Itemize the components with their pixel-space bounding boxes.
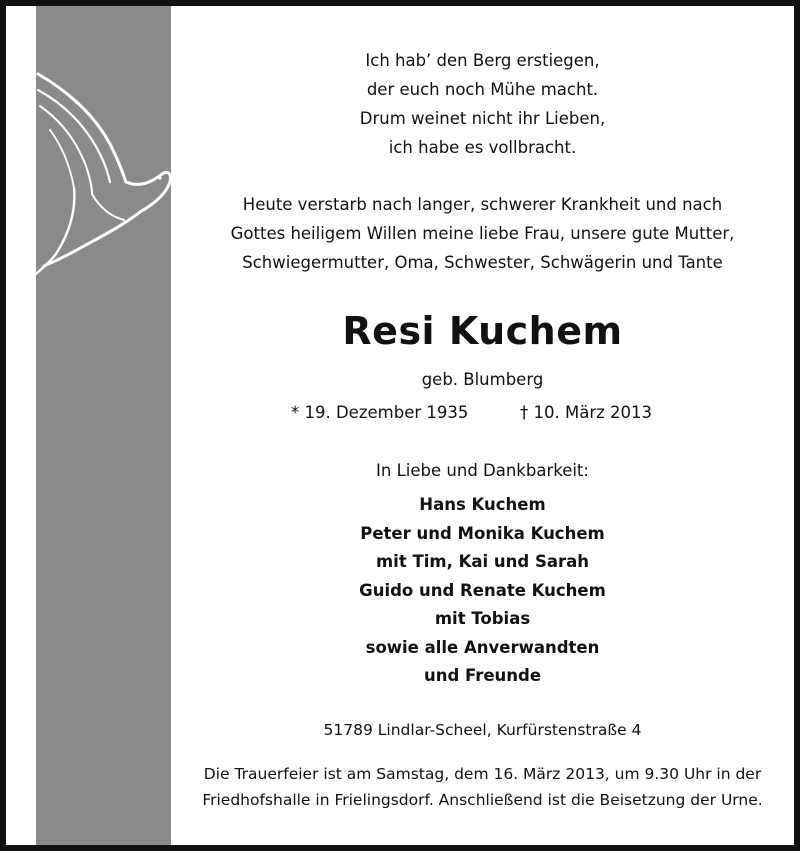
birth-date: * 19. Dezember 1935 [291, 403, 469, 422]
poem [171, 46, 794, 162]
address: 51789 Lindlar-Scheel, Kurfürstenstraße 4 [323, 721, 642, 739]
mourner-line: sowie alle Anverwandten [365, 637, 600, 657]
service-line: Friedhofshalle in Frielingsdorf. Anschließend ist die Beisetzung der Urne. [202, 791, 763, 809]
mourner-line: Peter und Monika Kuchem [360, 523, 605, 543]
service-line: Die Trauerfeier ist am Samstag, dem 16. März 2013, um 9.30 Uhr in der [203, 765, 762, 783]
announcement-line: Heute verstarb nach langer, schwerer Krankheit und nach [242, 195, 723, 214]
deceased-name: Resi Kuchem [342, 309, 623, 353]
mourner-line: mit Tobias [434, 609, 531, 628]
maiden-name: geb. Blumberg [421, 370, 544, 389]
mourners-list [171, 491, 794, 691]
poem-line: Drum weinet nicht ihr Lieben, [359, 109, 606, 128]
poem-line: der euch noch Mühe macht. [366, 80, 599, 99]
announcement-text [171, 190, 794, 277]
mourner-line: und Freunde [423, 666, 542, 685]
mourner-line: mit Tim, Kai und Sarah [375, 552, 589, 571]
dove-icon [36, 70, 171, 300]
funeral-service-info [171, 761, 794, 813]
poem-line: Ich hab’ den Berg erstiegen, [365, 51, 600, 70]
mourner-line: Hans Kuchem [419, 495, 546, 514]
dedication: In Liebe und Dankbarkeit: [376, 461, 589, 480]
death-date: † 10. März 2013 [520, 403, 653, 422]
announcement-line: Gottes heiligem Willen meine liebe Frau, unsere gute Mutter, [230, 224, 735, 243]
poem-line: ich habe es vollbracht. [388, 138, 577, 157]
mourner-line: Guido und Renate Kuchem [359, 580, 606, 600]
announcement-line: Schwiegermutter, Oma, Schwester, Schwägerin und Tante [242, 253, 723, 272]
